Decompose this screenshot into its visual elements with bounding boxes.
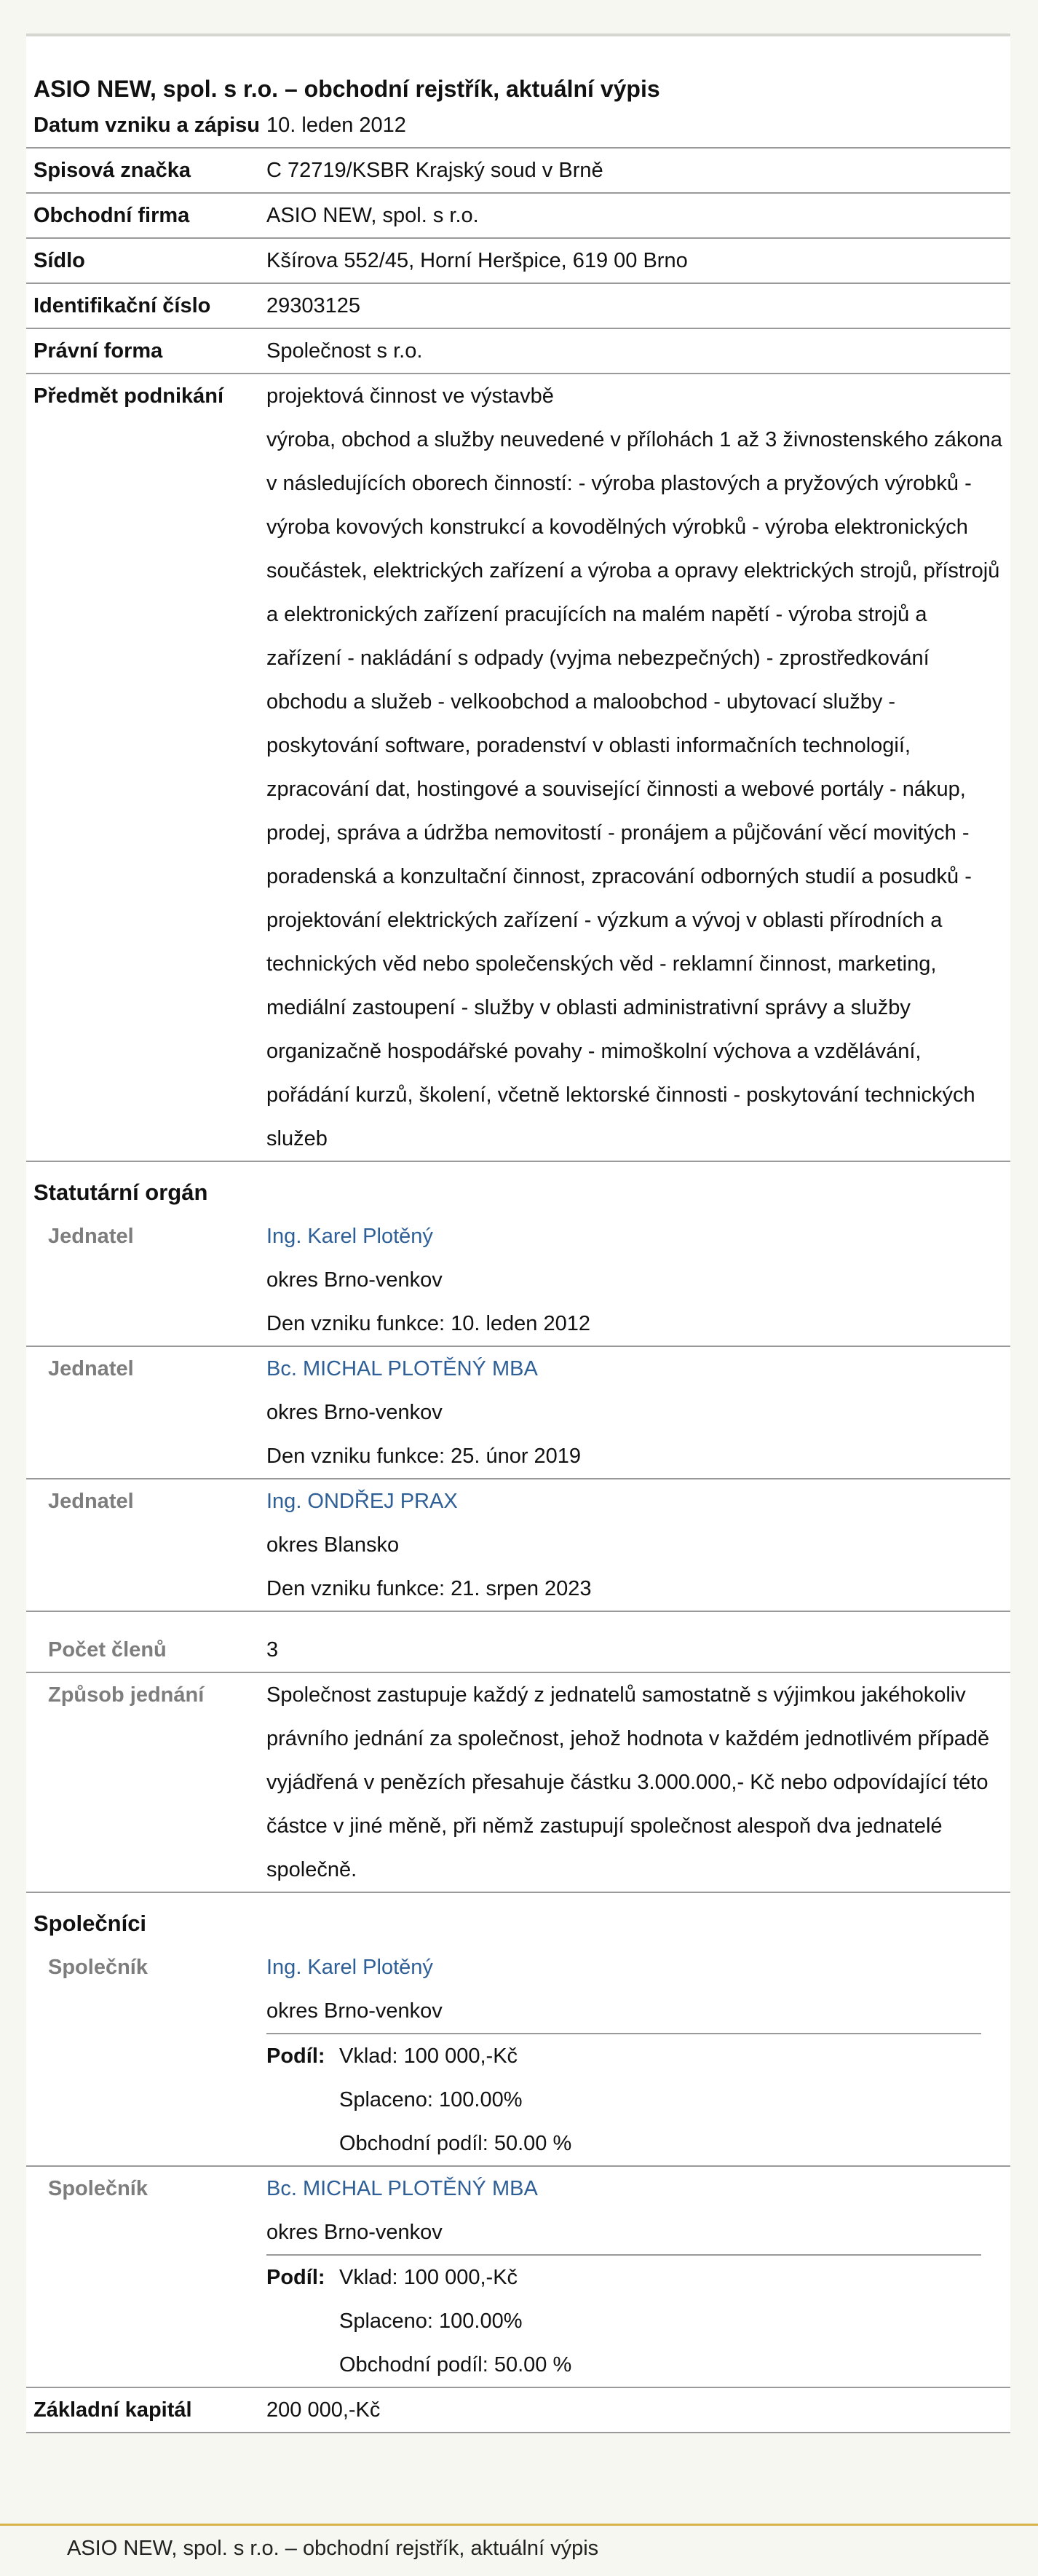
row-datum-vzniku (26, 103, 1010, 149)
row-zpusob-jednani (26, 1673, 1010, 1893)
value-pravni-forma: Společnost s r.o. (266, 339, 423, 363)
podil-label: Podíl: (266, 2044, 325, 2068)
jednatel-okres: okres Brno-venkov (266, 1268, 443, 1292)
value-zpusob-jednani: Společnost zastupuje každý z jednatelů samostatně s výjimkou jakéhokoliv právního jednání za společnost, jehož hodnota v každém jednotlivém případě vyjádřená v penězích přesahuje částku 3.000.000,- Kč nebo odpovídající této částce v jiné měně, při němž zastupují společnost alespoň dva jednatelé společně. (266, 1683, 990, 1881)
jednatel-vznik: Den vzniku funkce: 10. leden 2012 (266, 1312, 590, 1335)
label-jednatel: Jednatel (48, 1490, 134, 1513)
row-predmet-1 (26, 374, 1010, 418)
label-jednatel: Jednatel (48, 1357, 134, 1380)
jednatel-vznik: Den vzniku funkce: 21. srpen 2023 (266, 1577, 592, 1600)
row-pocet-clenu (26, 1628, 1010, 1673)
label-spolecnik: Společník (48, 1956, 148, 1979)
value-sidlo: Kšírova 552/45, Horní Heršpice, 619 00 Brno (266, 249, 688, 272)
spolecnik-row (26, 1945, 1010, 2167)
podil-vklad: Vklad: 100 000,-Kč (339, 2266, 518, 2289)
spolecnik-okres: okres Brno-venkov (266, 2221, 443, 2244)
jednatel-okres: okres Brno-venkov (266, 1401, 443, 1424)
label-pocet-clenu: Počet členů (48, 1638, 167, 1662)
label-ico: Identifikační číslo (33, 294, 211, 317)
label-sidlo: Sídlo (33, 249, 85, 272)
podil-label: Podíl: (266, 2266, 325, 2289)
value-obchodni-firma: ASIO NEW, spol. s r.o. (266, 204, 479, 227)
spolecnik-okres: okres Brno-venkov (266, 1999, 443, 2023)
podil-box (266, 2254, 981, 2387)
podil-box (266, 2033, 981, 2165)
footer-title: ASIO NEW, spol. s r.o. – obchodní rejstřík, aktuální výpis (67, 2537, 599, 2560)
row-obchodni-firma (26, 194, 1010, 239)
value-zakladni-kapital: 200 000,-Kč (266, 2398, 381, 2422)
page-title: ASIO NEW, spol. s r.o. – obchodní rejstřík, aktuální výpis (33, 76, 660, 102)
label-jednatel: Jednatel (48, 1225, 134, 1248)
predmet-item: projektová činnost ve výstavbě (266, 384, 554, 408)
podil-splaceno: Splaceno: 100.00% (339, 2310, 523, 2333)
value-spisova-znacka: C 72719/KSBR Krajský soud v Brně (266, 159, 603, 182)
value-ico: 29303125 (266, 294, 361, 317)
jednatel-okres: okres Blansko (266, 1533, 400, 1557)
predmet-item: výroba, obchod a služby neuvedené v přílohách 1 až 3 živnostenského zákona v následujících oborech činností: - výroba plastových a pryžových výrobků - výroba kovových konstrukcí a kovodělných výrobků - výroba elektronických součástek, elektrických zařízení a výroba a opravy elektrických strojů, přístrojů a elektronických zařízení pracujících na malém napětí - výroba strojů a zařízení - nakládání s odpady (vyjma nebezpečných) - zprostředkování obchodu a služeb - velkoobchod a maloobchod - ubytovací služby - poskytování software, poradenství v oblasti informačních technologií, zpracování dat, hostingové a související činnosti a webové portály - nákup, prodej, správa a údržba nemovitostí - pronájem a půjčování věcí movitých - poradenská a konzultační činnost, zpracování odborných studií a posudků - projektování elektrických zařízení - výzkum a vývoj v oblasti přírodních a technických věd nebo společenských věd - reklamní činnost, marketing, mediální zastoupení - služby v oblasti administrativní správy a služby organizačně hospodářské povahy - mimoškolní výchova a vzdělávání, pořádání kurzů, školení, včetně lektorské činnosti - poskytování technických služeb (266, 428, 1002, 1150)
spolecnik-name-link[interactable]: Ing. Karel Plotěný (266, 1956, 433, 1979)
row-zakladni-kapital (26, 2388, 1010, 2433)
register-extract-card (26, 33, 1010, 2433)
jednatel-row (26, 1214, 1010, 1347)
jednatel-row (26, 1479, 1010, 1612)
podil-obchodni: Obchodní podíl: 50.00 % (339, 2353, 572, 2377)
jednatel-name-link[interactable]: Ing. ONDŘEJ PRAX (266, 1490, 458, 1513)
section-spolecnici: Společníci (33, 1911, 147, 1936)
podil-vklad: Vklad: 100 000,-Kč (339, 2044, 518, 2068)
row-ico (26, 284, 1010, 329)
row-spisova-znacka (26, 149, 1010, 194)
label-zakladni-kapital: Základní kapitál (33, 2398, 192, 2422)
value-pocet-clenu: 3 (266, 1638, 279, 1662)
row-pravni-forma (26, 329, 1010, 374)
row-sidlo (26, 239, 1010, 284)
podil-obchodni: Obchodní podíl: 50.00 % (339, 2132, 572, 2155)
label-spisova-znacka: Spisová značka (33, 159, 191, 182)
label-datum-vzniku: Datum vzniku a zápisu (33, 114, 261, 137)
jednatel-vznik: Den vzniku funkce: 25. únor 2019 (266, 1445, 582, 1468)
label-obchodni-firma: Obchodní firma (33, 204, 190, 227)
label-pravni-forma: Právní forma (33, 339, 163, 363)
jednatel-name-link[interactable]: Ing. Karel Plotěný (266, 1225, 433, 1248)
label-spolecnik: Společník (48, 2177, 148, 2200)
spolecnik-name-link[interactable]: Bc. MICHAL PLOTĚNÝ MBA (266, 2177, 538, 2200)
label-zpusob-jednani: Způsob jednání (48, 1683, 205, 1707)
row-predmet-2 (26, 418, 1010, 1162)
footer-divider (0, 2524, 1038, 2526)
jednatel-name-link[interactable]: Bc. MICHAL PLOTĚNÝ MBA (266, 1357, 538, 1380)
value-datum-vzniku: 10. leden 2012 (266, 114, 406, 137)
podil-splaceno: Splaceno: 100.00% (339, 2088, 523, 2111)
section-statutarni-organ: Statutární orgán (33, 1180, 208, 1205)
jednatel-row (26, 1347, 1010, 1479)
label-predmet: Předmět podnikání (33, 384, 224, 408)
spolecnik-row (26, 2167, 1010, 2388)
